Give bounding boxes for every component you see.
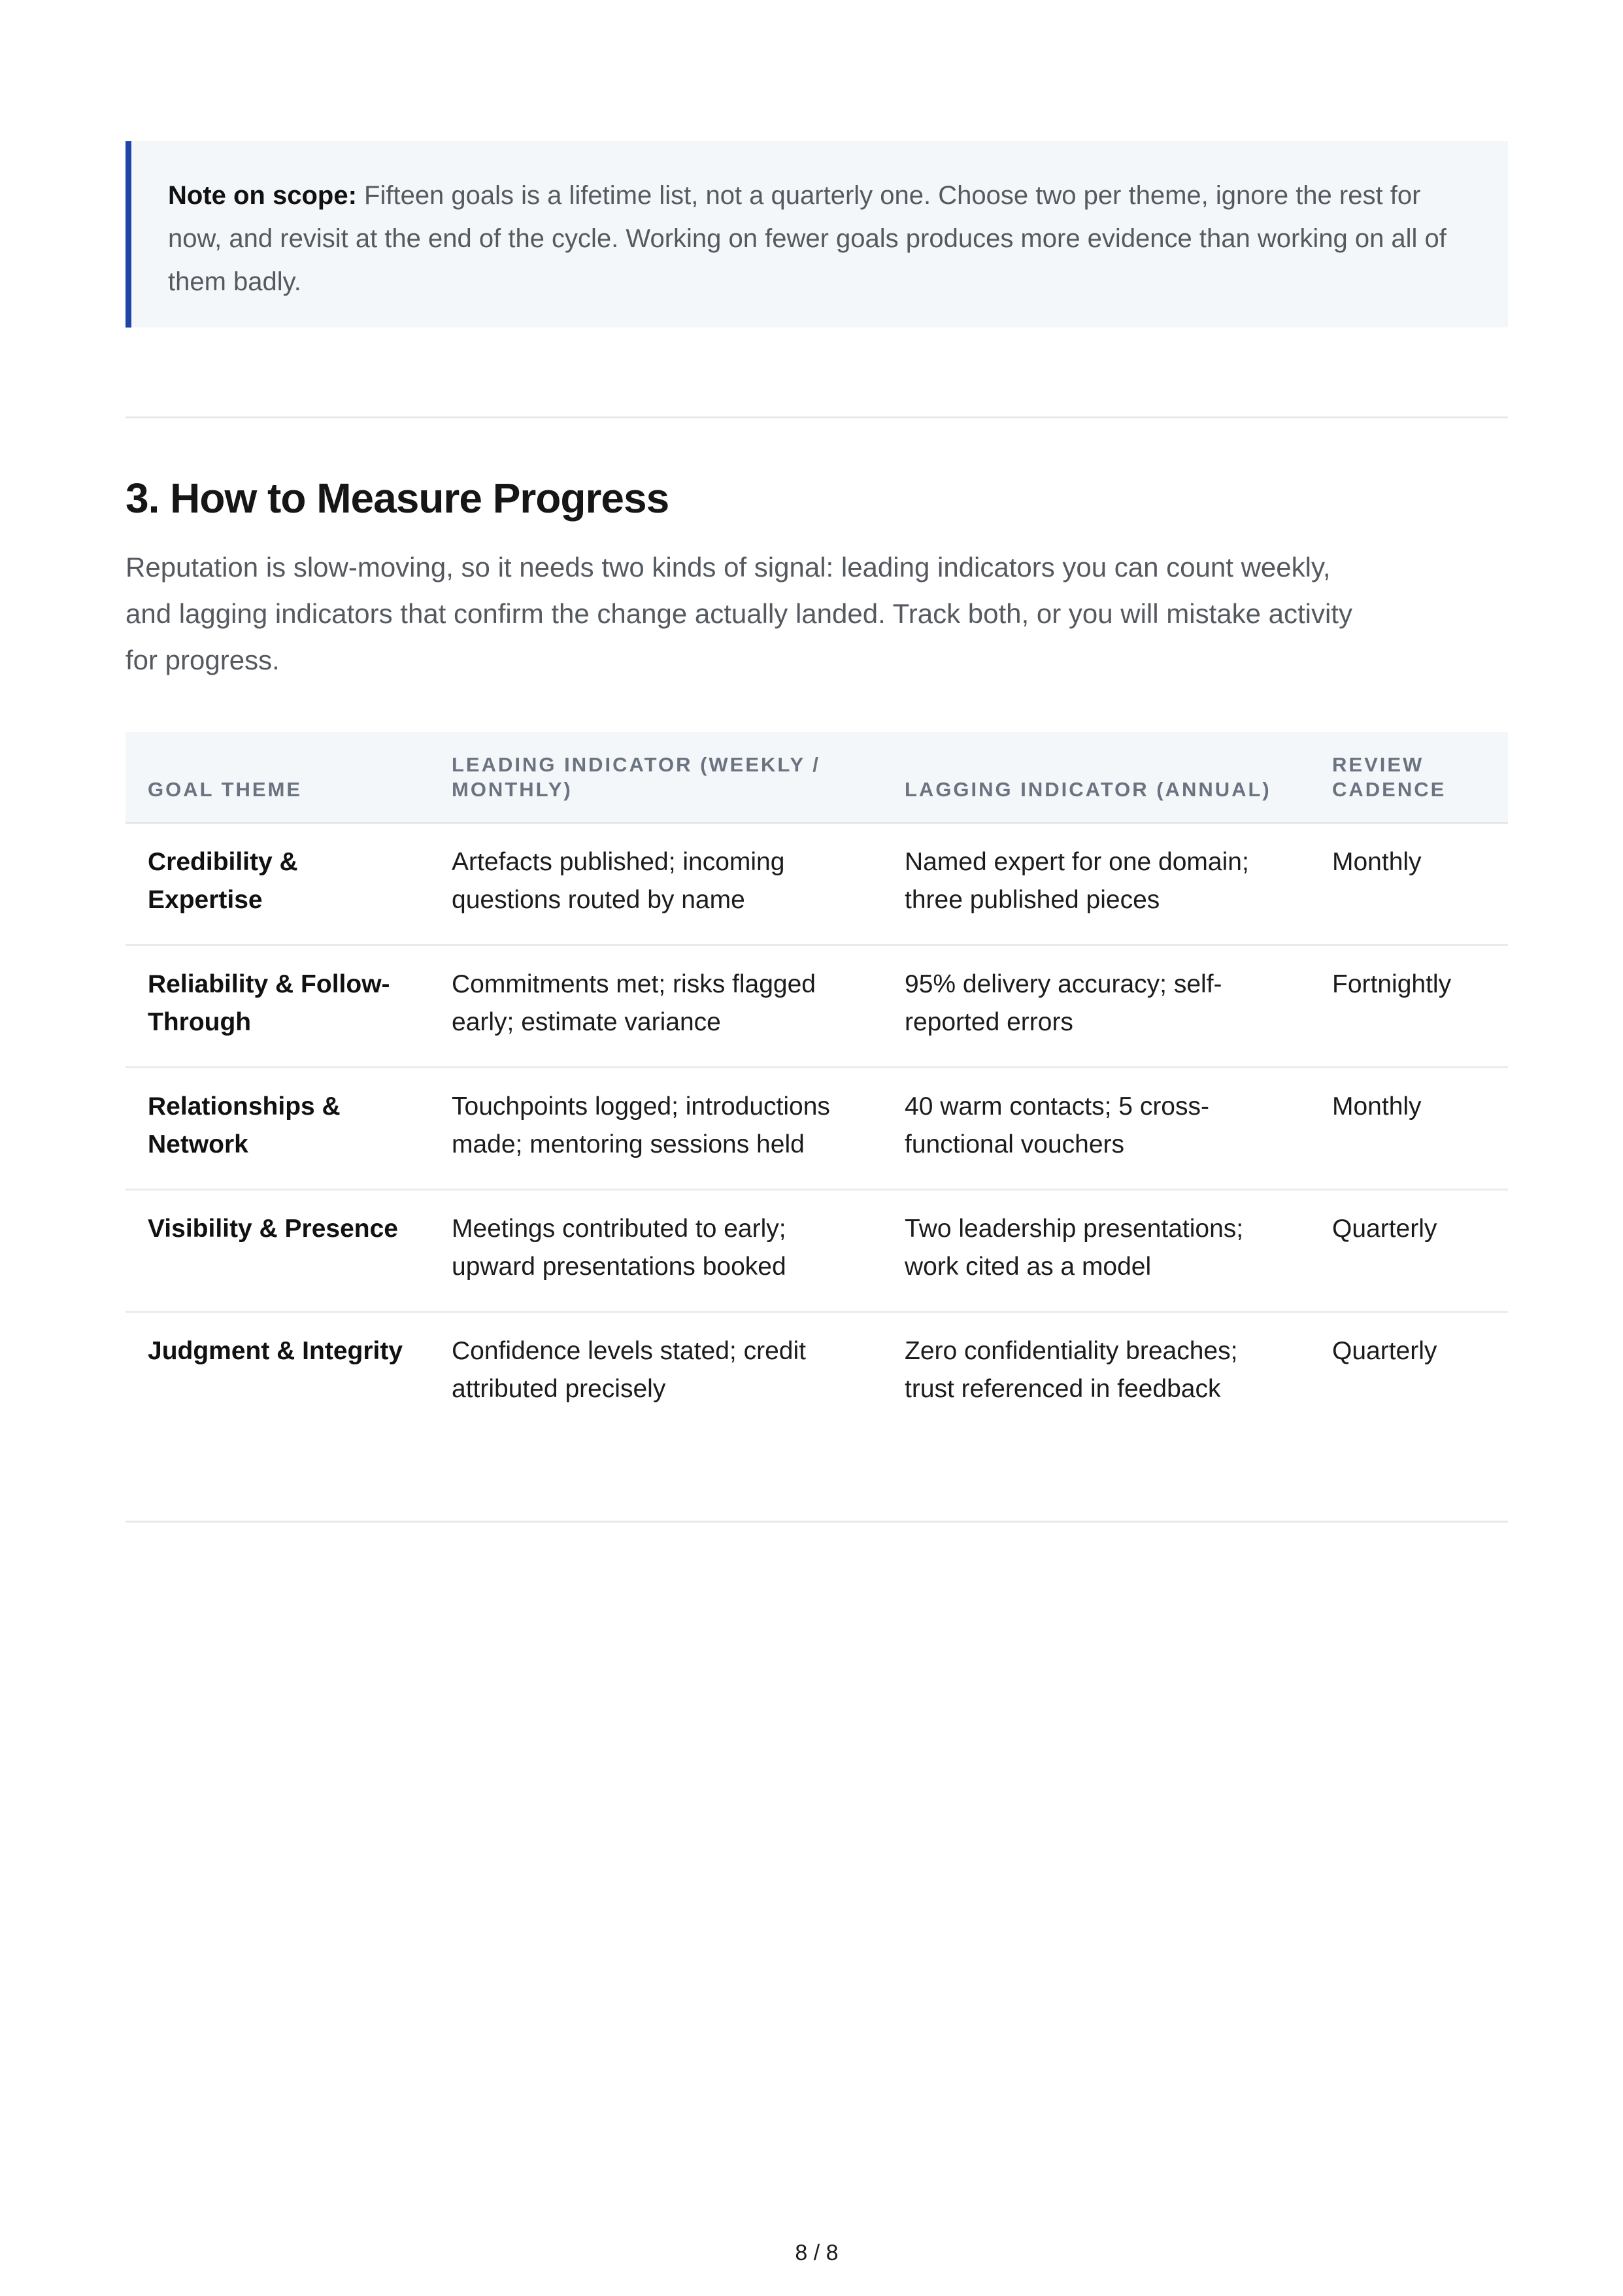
header-leading-indicator: LEADING INDICATOR (WEEKLY / MONTHLY)	[429, 732, 882, 822]
lagging-indicator-cell: 40 warm contacts; 5 cross-functional vouchers	[882, 1067, 1310, 1189]
measurement-table	[125, 732, 1508, 1434]
leading-indicator-cell: Meetings contributed to early; upward presentations booked	[429, 1189, 882, 1311]
goal-theme-cell: Judgment & Integrity	[148, 1336, 403, 1365]
scope-note-text	[168, 174, 1469, 303]
table-body	[125, 822, 1508, 1434]
section-divider	[125, 416, 1508, 418]
lagging-indicator-cell: Named expert for one domain; three published pieces	[882, 822, 1310, 945]
review-cadence-cell: Quarterly	[1332, 1336, 1437, 1365]
section-divider	[125, 1521, 1508, 1523]
table-row	[125, 1189, 1508, 1311]
goal-theme-cell: Relationships & Network	[125, 1067, 429, 1189]
scope-note-callout	[125, 141, 1508, 328]
header-review-cadence: REVIEW CADENCE	[1310, 732, 1508, 822]
document-page	[125, 0, 1508, 2296]
table-header-row	[125, 732, 1508, 822]
goal-theme-cell: Reliability & Follow-Through	[125, 945, 429, 1067]
leading-indicator-cell: Commitments met; risks flagged early; estimate variance	[429, 945, 882, 1067]
header-lagging-indicator: LAGGING INDICATOR (ANNUAL)	[882, 732, 1310, 822]
scope-note-label: Note on scope:	[168, 181, 357, 210]
lagging-indicator-cell: 95% delivery accuracy; self-reported errors	[882, 945, 1310, 1067]
page-number: 8 / 8	[795, 2240, 839, 2265]
table-row	[125, 822, 1508, 945]
table-header	[125, 732, 1508, 822]
header-goal-theme: GOAL THEME	[125, 732, 429, 822]
goal-theme-cell: Credibility & Expertise	[125, 822, 429, 945]
scope-note-body: Fifteen goals is a lifetime list, not a quarterly one. Choose two per theme, ignore the rest for now, and revisit at the end of the cycle. Working on fewer goals produces more evidence than working on all of them badly.	[168, 181, 1447, 296]
section-title: 3. How to Measure Progress	[125, 475, 669, 522]
section-intro: Reputation is slow-moving, so it needs two kinds of signal: leading indicators you can count weekly, and lagging indicators that confirm the change actually landed. Track both, or you will mistake activity for progress.	[125, 552, 1352, 675]
review-cadence-cell: Monthly	[1310, 1067, 1508, 1189]
review-cadence-cell: Monthly	[1310, 822, 1508, 945]
leading-indicator-cell: Touchpoints logged; introductions made; mentoring sessions held	[429, 1067, 882, 1189]
review-cadence-cell: Quarterly	[1310, 1189, 1508, 1311]
lagging-indicator-cell: Two leadership presentations; work cited as a model	[882, 1189, 1310, 1311]
table-row	[125, 1311, 1508, 1434]
table-row	[125, 1067, 1508, 1189]
lagging-indicator-cell: Zero confidentiality breaches; trust referenced in feedback	[905, 1336, 1238, 1403]
leading-indicator-cell: Confidence levels stated; credit attributed precisely	[452, 1336, 806, 1403]
leading-indicator-cell: Artefacts published; incoming questions routed by name	[429, 822, 882, 945]
review-cadence-cell: Fortnightly	[1310, 945, 1508, 1067]
table-row	[125, 945, 1508, 1067]
goal-theme-cell: Visibility & Presence	[125, 1189, 429, 1311]
